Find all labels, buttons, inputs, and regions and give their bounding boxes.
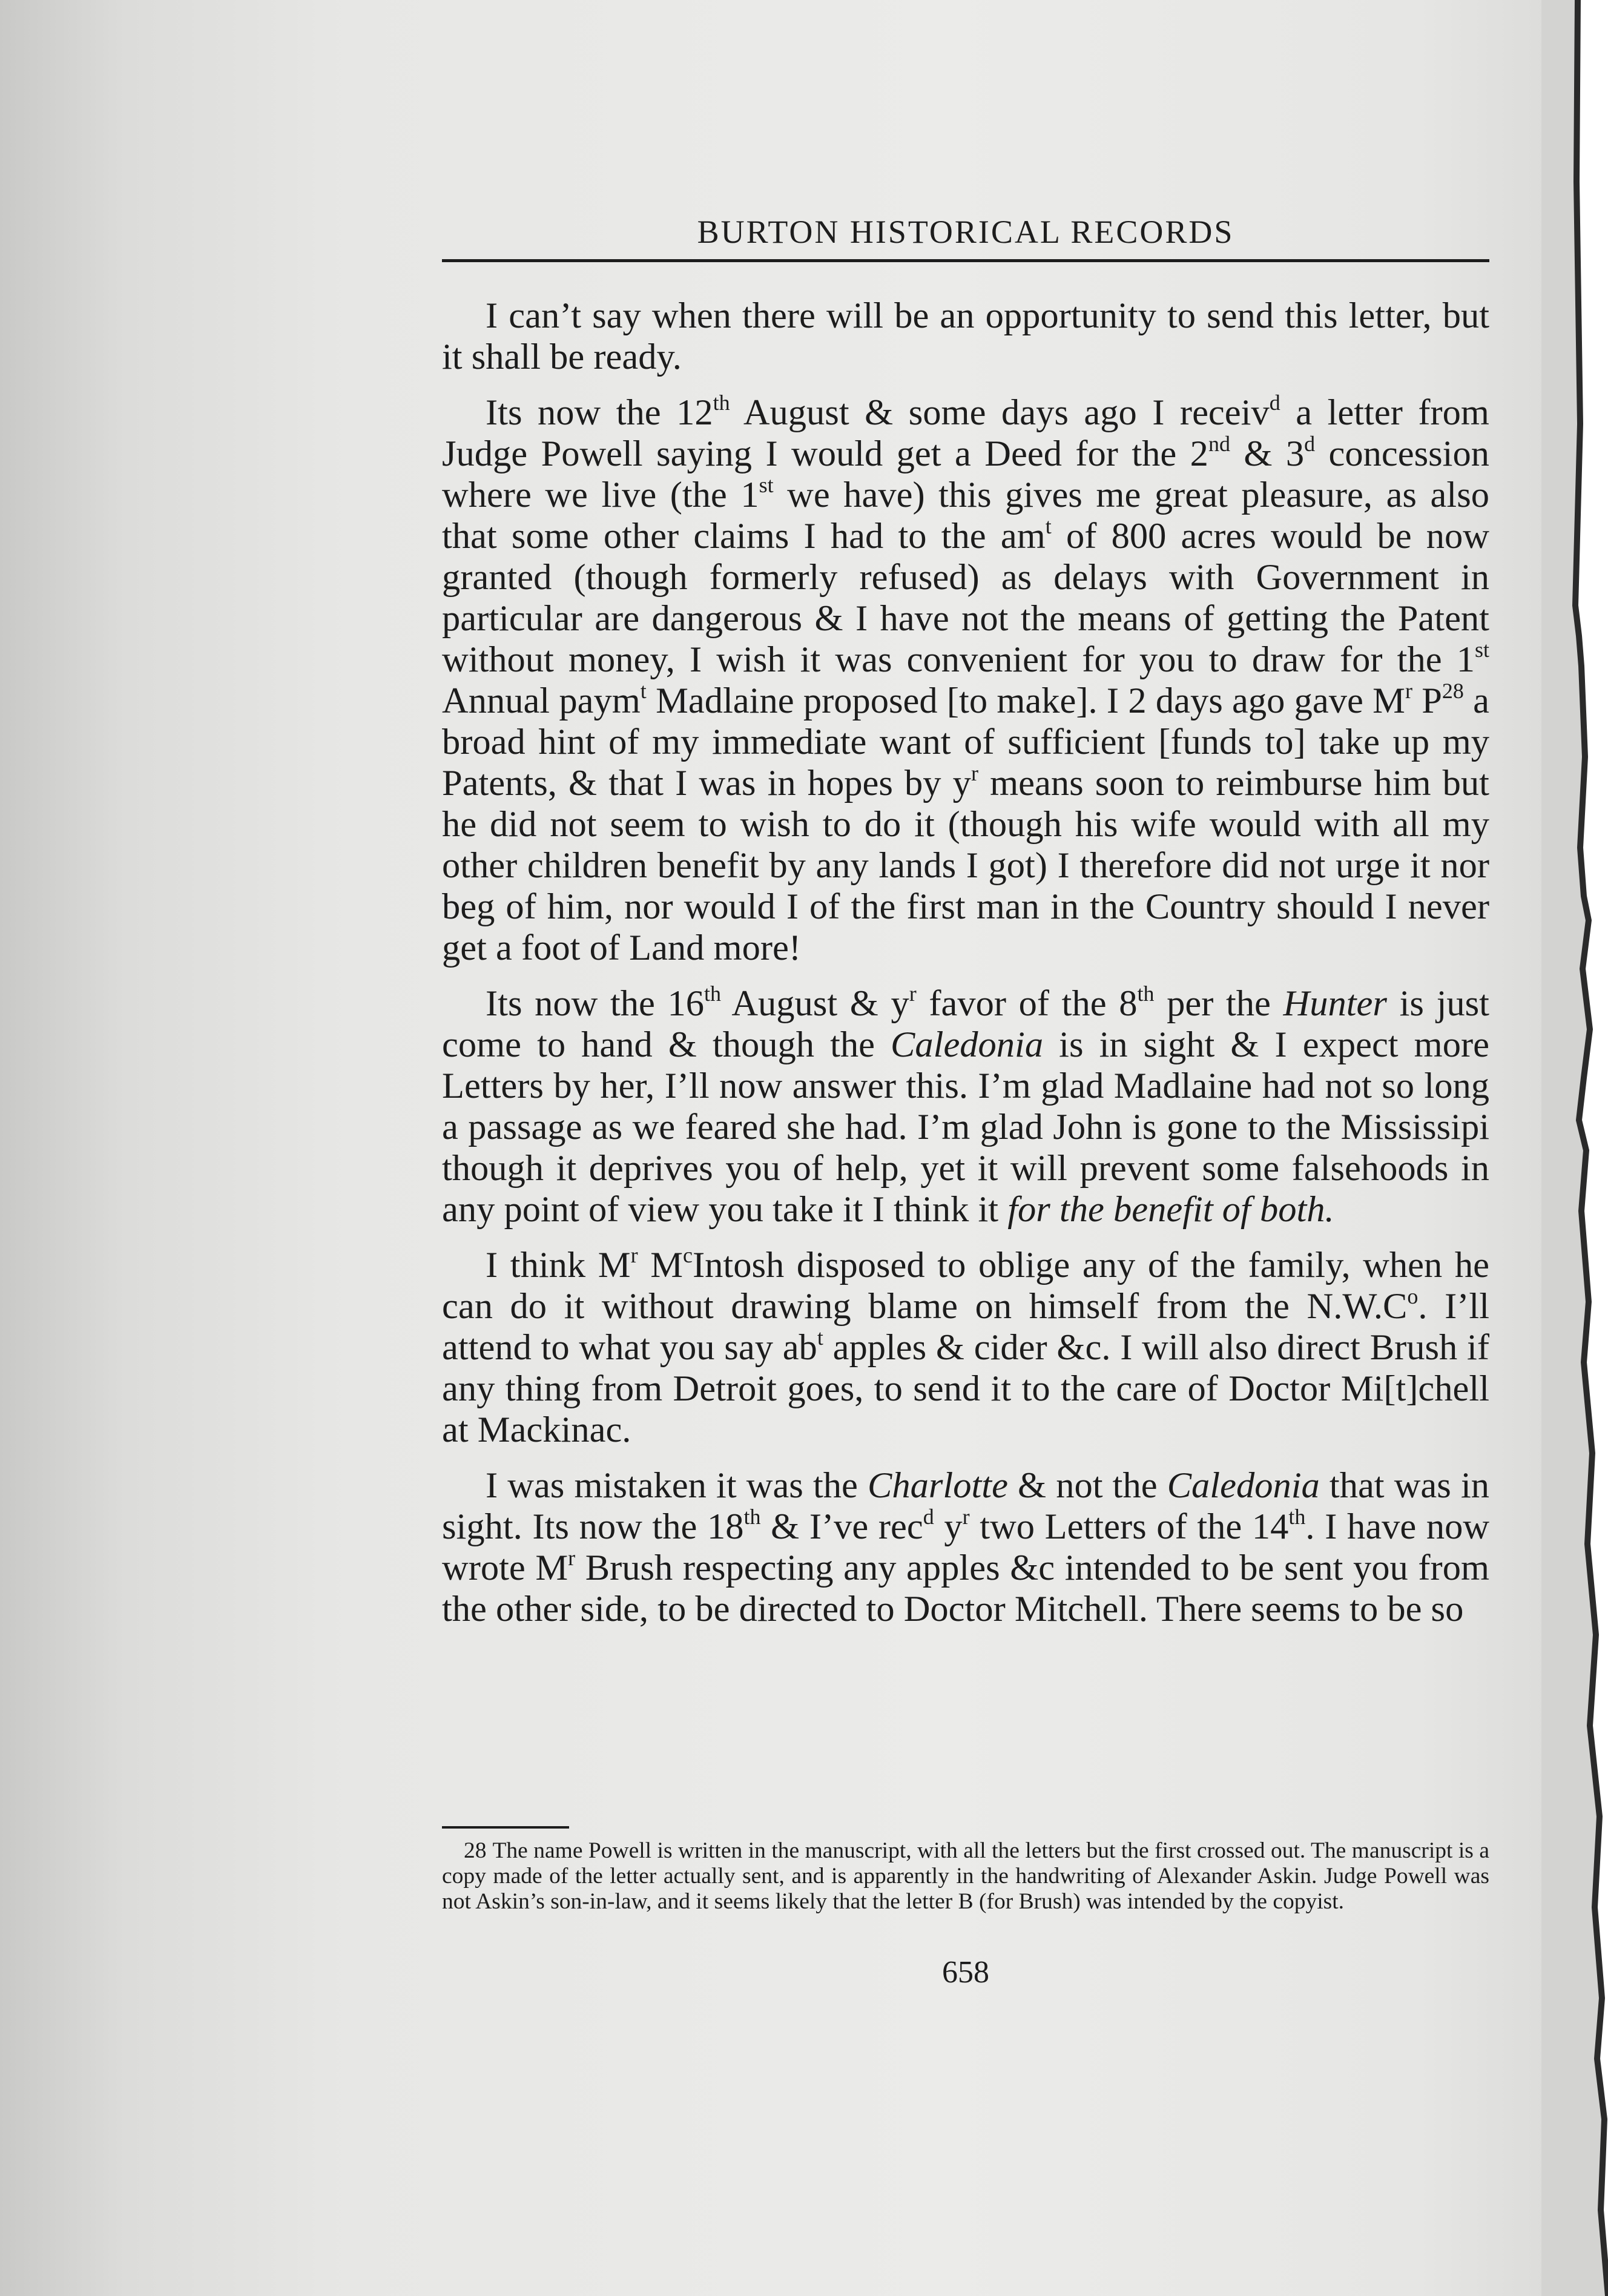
paragraph bbox=[442, 392, 1489, 969]
text-run: of 800 acres would be now granted (though formerly refused) as delays with Government in particular are dangerous & I have not the means of getting the Patent without money, I wish it was convenient for you to draw for the 1 bbox=[442, 516, 1489, 680]
superscript: r bbox=[568, 1546, 576, 1570]
text-run: . I have now wrote M bbox=[442, 1506, 1490, 1588]
page-header bbox=[442, 213, 1489, 262]
text-run: P bbox=[1412, 681, 1442, 721]
torn-page-edge bbox=[1541, 0, 1608, 2296]
footnote-number: 28 bbox=[464, 1838, 487, 1863]
superscript: t bbox=[817, 1325, 823, 1350]
superscript: th bbox=[713, 391, 730, 415]
text-run: is in sight & I expect more Letters by her, I’ll now answer this. I’m glad Madlaine had not so long a passage as we feared she had. I’m glad John is gone to the Mississipi though it deprives you of help, yet it will prevent some falsehoods in any point of view you take it I think it bbox=[442, 1024, 1489, 1230]
text-run: y bbox=[934, 1506, 963, 1547]
superscript: d bbox=[923, 1505, 934, 1529]
italic-text: Charlotte bbox=[868, 1465, 1008, 1506]
superscript: t bbox=[640, 679, 647, 703]
text-run: favor of the 8 bbox=[916, 983, 1138, 1024]
paragraph bbox=[442, 295, 1489, 378]
superscript: st bbox=[759, 473, 774, 497]
italic-text: Caledonia bbox=[1167, 1465, 1320, 1506]
superscript: c bbox=[683, 1243, 693, 1267]
text-run: I was mistaken it was the bbox=[486, 1465, 868, 1506]
text-run: August & some days ago I receiv bbox=[730, 392, 1270, 433]
text-run: concession where we live (the 1 bbox=[442, 434, 1489, 515]
running-head: BURTON HISTORICAL RECORDS bbox=[697, 214, 1234, 250]
text-run: that was in sight. Its now the 18 bbox=[442, 1465, 1490, 1547]
text-run: August & y bbox=[721, 983, 909, 1024]
superscript: r bbox=[962, 1505, 970, 1529]
text-run: I can’t say when there will be an opportunity to send this letter, but it shall be ready. bbox=[442, 295, 1489, 377]
superscript: r bbox=[909, 981, 917, 1006]
text-run: two Letters of the 14 bbox=[969, 1506, 1289, 1547]
paragraph bbox=[442, 1465, 1489, 1630]
superscript: r bbox=[970, 761, 978, 785]
italic-text: Hunter bbox=[1283, 983, 1387, 1024]
italic-text: for the benefit of both. bbox=[1007, 1189, 1334, 1230]
text-run: . I’ll attend to what you say ab bbox=[442, 1286, 1489, 1368]
text-run: I think M bbox=[486, 1245, 631, 1285]
text-run: Brush respecting any apples &c intended to be sent you from the other side, to be directed to Doctor Mitchell. There seems to be so bbox=[442, 1548, 1490, 1629]
superscript: th bbox=[704, 981, 722, 1006]
page-number: 658 bbox=[942, 1955, 989, 1990]
superscript: d bbox=[1269, 391, 1280, 415]
paragraph bbox=[442, 1245, 1489, 1451]
superscript: st bbox=[1474, 638, 1489, 662]
header-rule bbox=[442, 259, 1489, 262]
text-run: a broad hint of my immediate want of sufficient [funds to] take up my Patents, & that I was in hopes by y bbox=[442, 681, 1490, 803]
superscript: t bbox=[1045, 514, 1052, 538]
text-run: Madlaine proposed [to make]. I 2 days ago gave M bbox=[646, 681, 1405, 721]
superscript: d bbox=[1304, 432, 1316, 456]
footnote bbox=[442, 1838, 1489, 1915]
text-run: Intosh disposed to oblige any of the family, when he can do it without drawing blame on himself from the N.W.C bbox=[442, 1245, 1489, 1327]
text-run: per the bbox=[1154, 983, 1283, 1024]
text-run: we have) this gives me great pleasure, as also that some other claims I had to the am bbox=[442, 475, 1489, 556]
text-run: Annual paym bbox=[442, 681, 641, 721]
footnote-text: The name Powell is written in the manuscript, with all the letters but the first crossed out. The manuscript is a copy made of the letter actually sent, and is apparently in the handwriting of Alexander Askin. Judge Powell was not Askin’s son-in-law, and it seems likely that the letter B (for Brush) was intended by the copyist. bbox=[442, 1838, 1489, 1914]
superscript: r bbox=[630, 1243, 638, 1267]
superscript: 28 bbox=[1442, 679, 1464, 703]
text-run: Its now the 16 bbox=[486, 983, 705, 1024]
superscript: r bbox=[1405, 679, 1412, 703]
italic-text: Caledonia bbox=[891, 1024, 1044, 1065]
text-run: Its now the 12 bbox=[486, 392, 713, 433]
text-run: & 3 bbox=[1230, 434, 1305, 474]
superscript: th bbox=[743, 1505, 761, 1529]
paragraph bbox=[442, 983, 1489, 1230]
superscript: nd bbox=[1208, 432, 1230, 456]
text-run: & not the bbox=[1007, 1465, 1167, 1506]
text-run: means soon to reimburse him but he did not seem to wish to do it (though his wife would with all my other children benefit by any lands I got) I therefore did not urge it nor beg of him, nor would I of the first man in the Country should I never get a foot of Land more! bbox=[442, 763, 1489, 968]
superscript: o bbox=[1407, 1284, 1419, 1308]
text-run: is just come to hand & though the bbox=[442, 983, 1489, 1065]
text-run: & I’ve rec bbox=[760, 1506, 923, 1547]
superscript: th bbox=[1288, 1505, 1306, 1529]
text-run: a letter from Judge Powell saying I would get a Deed for the 2 bbox=[442, 392, 1489, 474]
text-run: apples & cider &c. I will also direct Brush if any thing from Detroit goes, to send it to the care of Doctor Mi[t]chell at Mackinac. bbox=[442, 1327, 1489, 1450]
body-text bbox=[442, 295, 1489, 1644]
superscript: th bbox=[1137, 981, 1155, 1006]
text-run: M bbox=[638, 1245, 684, 1285]
footnote-rule bbox=[442, 1826, 569, 1829]
